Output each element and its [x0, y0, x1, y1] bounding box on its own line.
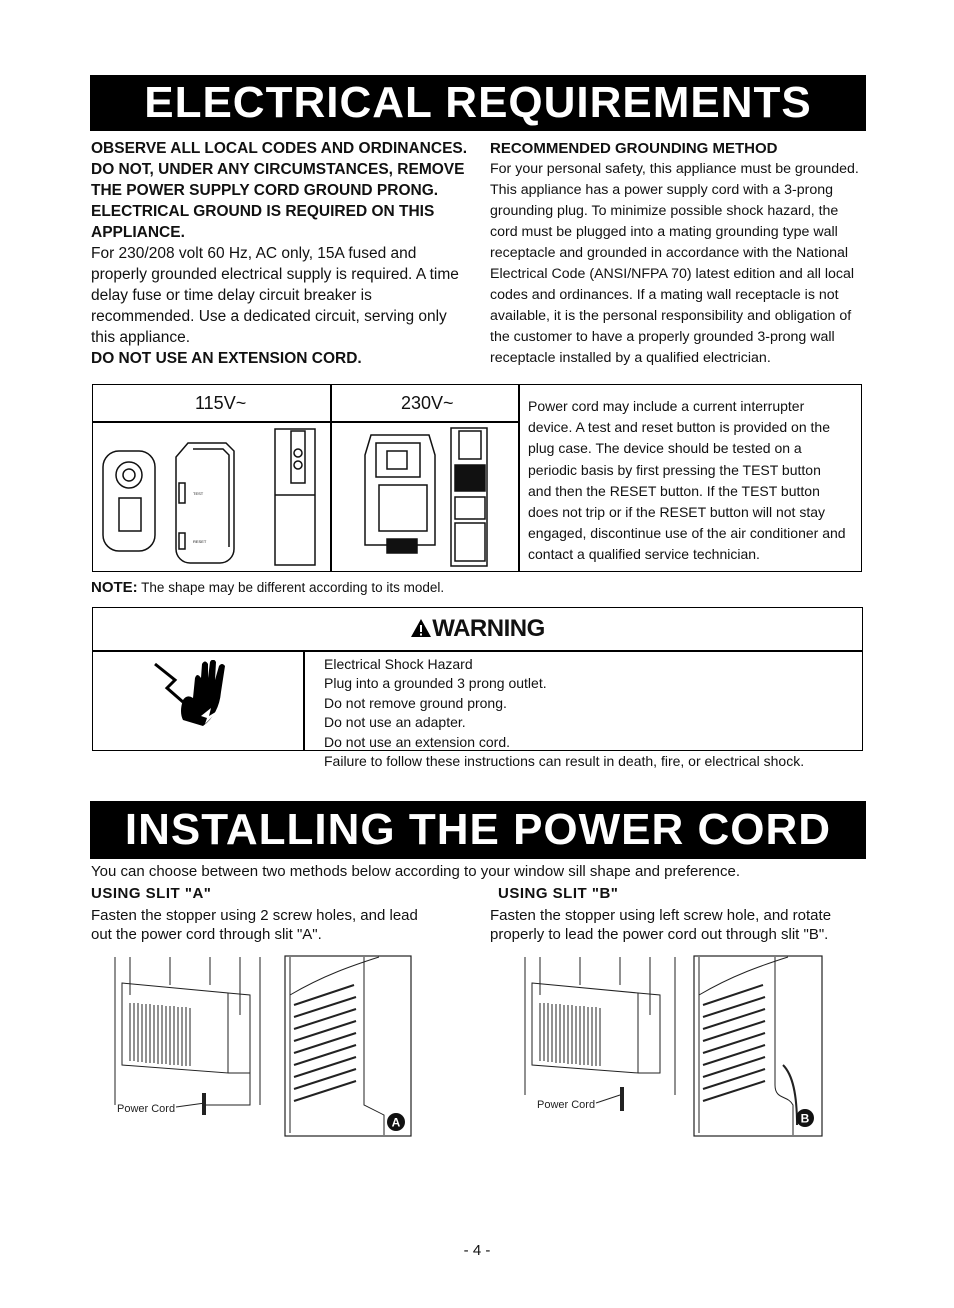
interrupter-line: and then the RESET button. If the TEST button — [528, 482, 820, 499]
slit-a-badge: A — [391, 1115, 401, 1130]
instruction-line: Fasten the stopper using left screw hole, and rotate — [490, 907, 832, 924]
reset-label: RESET — [193, 539, 207, 544]
instruction-line: properly to lead the power cord out through slit "B". — [490, 926, 829, 943]
test-label: TEST — [193, 491, 204, 496]
grounding-method-title: RECOMMENDED GROUNDING METHOD — [490, 140, 778, 157]
model-note — [91, 579, 444, 596]
electrical-requirements-text — [91, 138, 476, 369]
electrical-shock-hand-icon — [153, 660, 253, 742]
warning-triangle-icon — [410, 618, 432, 638]
installation-intro: You can choose between two methods below according to your window sill shape and preference. — [91, 863, 741, 880]
page-number: - 4 - — [463, 1242, 491, 1259]
no-extension-cord-warning: DO NOT USE AN EXTENSION CORD. — [91, 350, 362, 367]
warning-text — [324, 655, 804, 771]
warning-title — [93, 608, 862, 650]
interrupter-description — [528, 396, 858, 566]
grounding-method-text — [490, 138, 865, 369]
voltage-230-label: 230V~ — [401, 393, 454, 413]
slit-b-instructions — [490, 906, 831, 944]
interrupter-line: plug case. The device should be tested on a — [528, 440, 802, 457]
slit-a-instructions — [91, 906, 418, 944]
plug-230v-illustration — [331, 423, 517, 569]
voltage-115-label: 115V~ — [195, 393, 247, 413]
slit-b-window-illustration — [520, 955, 685, 1135]
bold-line: APPLIANCE. — [91, 224, 185, 241]
body-line: the customer to have a properly grounded 3-prong wall — [490, 329, 835, 345]
body-line: recommended. Use a dedicated circuit, serving only — [91, 308, 447, 325]
warning-box — [92, 607, 863, 770]
slit-a-detail-illustration — [284, 955, 412, 1137]
interrupter-line: contact a qualified service technician. — [528, 546, 760, 563]
instruction-line: Fasten the stopper using 2 screw holes, and lead — [91, 907, 418, 924]
note-text: The shape may be different according to its model. — [137, 580, 445, 595]
body-line: receptacle and grounded in accordance with the National — [490, 245, 849, 261]
body-line: This appliance has a power supply cord with a 3-prong — [490, 182, 834, 198]
bold-line: ELECTRICAL GROUND IS REQUIRED ON THIS — [91, 203, 435, 220]
warning-line: Failure to follow these instructions can result in death, fire, or electrical shock. — [324, 753, 805, 770]
note-label: NOTE: — [91, 579, 138, 596]
power-cord-label: Power Cord — [117, 1103, 176, 1115]
bold-line: THE POWER SUPPLY CORD GROUND PRONG. — [91, 182, 439, 199]
slit-a-heading: USING SLIT "A" — [91, 885, 212, 902]
instruction-line: out the power cord through slit "A". — [91, 926, 322, 943]
warning-line: Do not use an adapter. — [324, 714, 466, 731]
warning-line: Plug into a grounded 3 prong outlet. — [324, 675, 547, 692]
slit-b-badge: B — [800, 1111, 810, 1126]
body-line: grounding plug. To minimize possible shock hazard, the — [490, 203, 839, 219]
slit-b-heading: USING SLIT "B" — [498, 885, 619, 902]
warning-line: Electrical Shock Hazard — [324, 656, 473, 672]
body-line: For 230/208 volt 60 Hz, AC only, 15A fused and — [91, 245, 417, 262]
bold-line: OBSERVE ALL LOCAL CODES AND ORDINANCES. — [91, 140, 468, 157]
body-line: available, it is the personal responsibility and obligation of — [490, 308, 852, 324]
plug-115v-illustration — [93, 423, 330, 569]
slit-a-window-illustration — [110, 955, 275, 1135]
interrupter-line: does not trip or if the RESET button will not stay — [528, 504, 826, 521]
interrupter-line: Power cord may include a current interrupter — [528, 398, 805, 414]
slit-b-detail-illustration — [693, 955, 823, 1137]
body-line: cord must be plugged into a mating grounding type wall — [490, 224, 838, 240]
body-line: codes and ordinances. If a mating wall receptacle is not — [490, 287, 839, 303]
warning-title-text: WARNING — [432, 615, 545, 642]
body-line: this appliance. — [91, 329, 191, 346]
section-banner-electrical: ELECTRICAL REQUIREMENTS — [90, 75, 866, 131]
body-line: Electrical Code (ANSI/NFPA 70) latest edition and all local — [490, 266, 855, 282]
body-line: receptacle installed by a qualified electrician. — [490, 350, 771, 366]
body-line: properly grounded electrical supply is required. A time — [91, 266, 459, 283]
interrupter-line: engaged, discontinue use of the air conditioner and — [528, 525, 846, 542]
body-line: delay fuse or time delay circuit breaker is — [91, 287, 372, 304]
warning-line: Do not remove ground prong. — [324, 694, 507, 711]
interrupter-line: device. A test and reset button is provided on the — [528, 419, 830, 436]
power-cord-label: Power Cord — [537, 1099, 596, 1111]
warning-line: Do not use an extension cord. — [324, 733, 511, 750]
body-line: For your personal safety, this appliance must be grounded. — [490, 161, 859, 177]
section-banner-power-cord: INSTALLING THE POWER CORD — [90, 801, 866, 859]
plug-type-table — [92, 384, 862, 572]
interrupter-line: periodic basis by first pressing the TEST button — [528, 461, 821, 478]
bold-line: DO NOT, UNDER ANY CIRCUMSTANCES, REMOVE — [91, 161, 465, 178]
